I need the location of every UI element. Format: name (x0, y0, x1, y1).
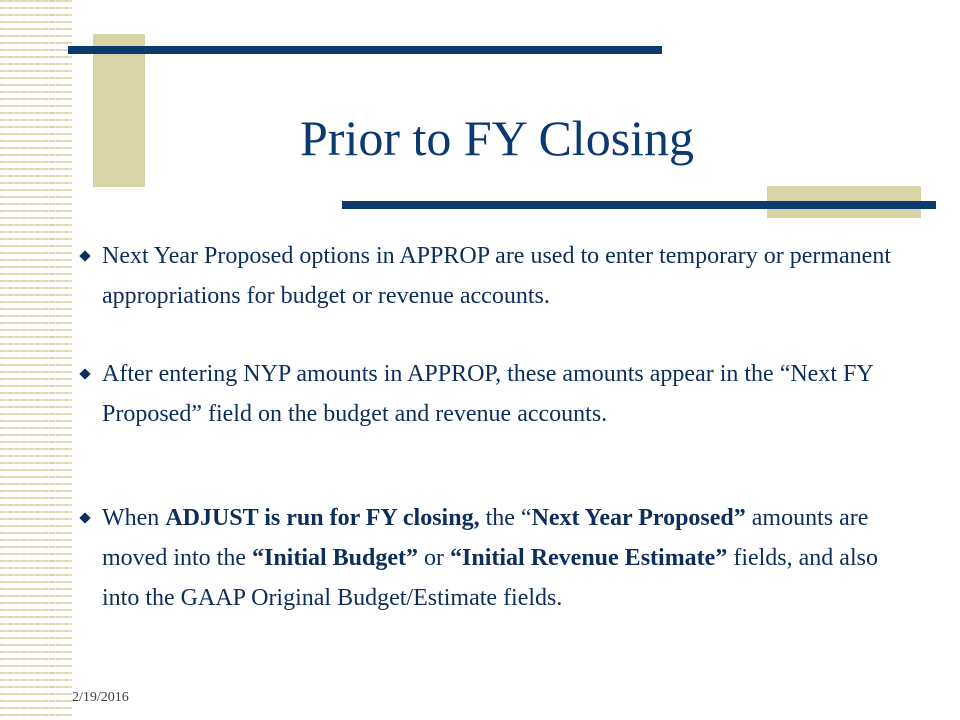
bullet-text (102, 498, 920, 618)
bold-run: ADJUST is run for FY closing, (165, 505, 480, 531)
navy-rule-bottom (342, 201, 936, 209)
diamond-bullet-icon (78, 498, 94, 538)
text-run: fields, and also into the GAAP Original Budget/Estimate fields. (102, 545, 878, 611)
bullet-text: After entering NYP amounts in APPROP, these amounts appear in the “Next FY Proposed” field on the budget and revenue accounts. (102, 361, 873, 427)
slide-date: 2/19/2016 (72, 690, 129, 705)
slide-title: Prior to FY Closing (300, 110, 695, 166)
text-run: or (418, 545, 451, 571)
text-run: amounts are moved into the (102, 505, 869, 571)
text-run: the “ (479, 505, 532, 531)
bold-run: Next Year Proposed” (531, 505, 746, 531)
diamond-bullet-icon (78, 354, 94, 394)
bullet-text: Next Year Proposed options in APPROP are used to enter temporary or permanent appropriations for budget or revenue accounts. (102, 243, 891, 309)
bold-run: “Initial Budget” (251, 545, 419, 571)
diamond-bullet-icon (78, 236, 94, 276)
left-stripe-decoration (0, 0, 72, 720)
bullet-item (70, 236, 920, 316)
bold-run: “Initial Revenue Estimate” (450, 545, 728, 571)
tan-accent-block-left (93, 34, 145, 187)
navy-rule-top (68, 46, 662, 54)
text-run: When (102, 505, 166, 531)
bullet-item (70, 498, 920, 618)
bullet-item (70, 354, 920, 434)
